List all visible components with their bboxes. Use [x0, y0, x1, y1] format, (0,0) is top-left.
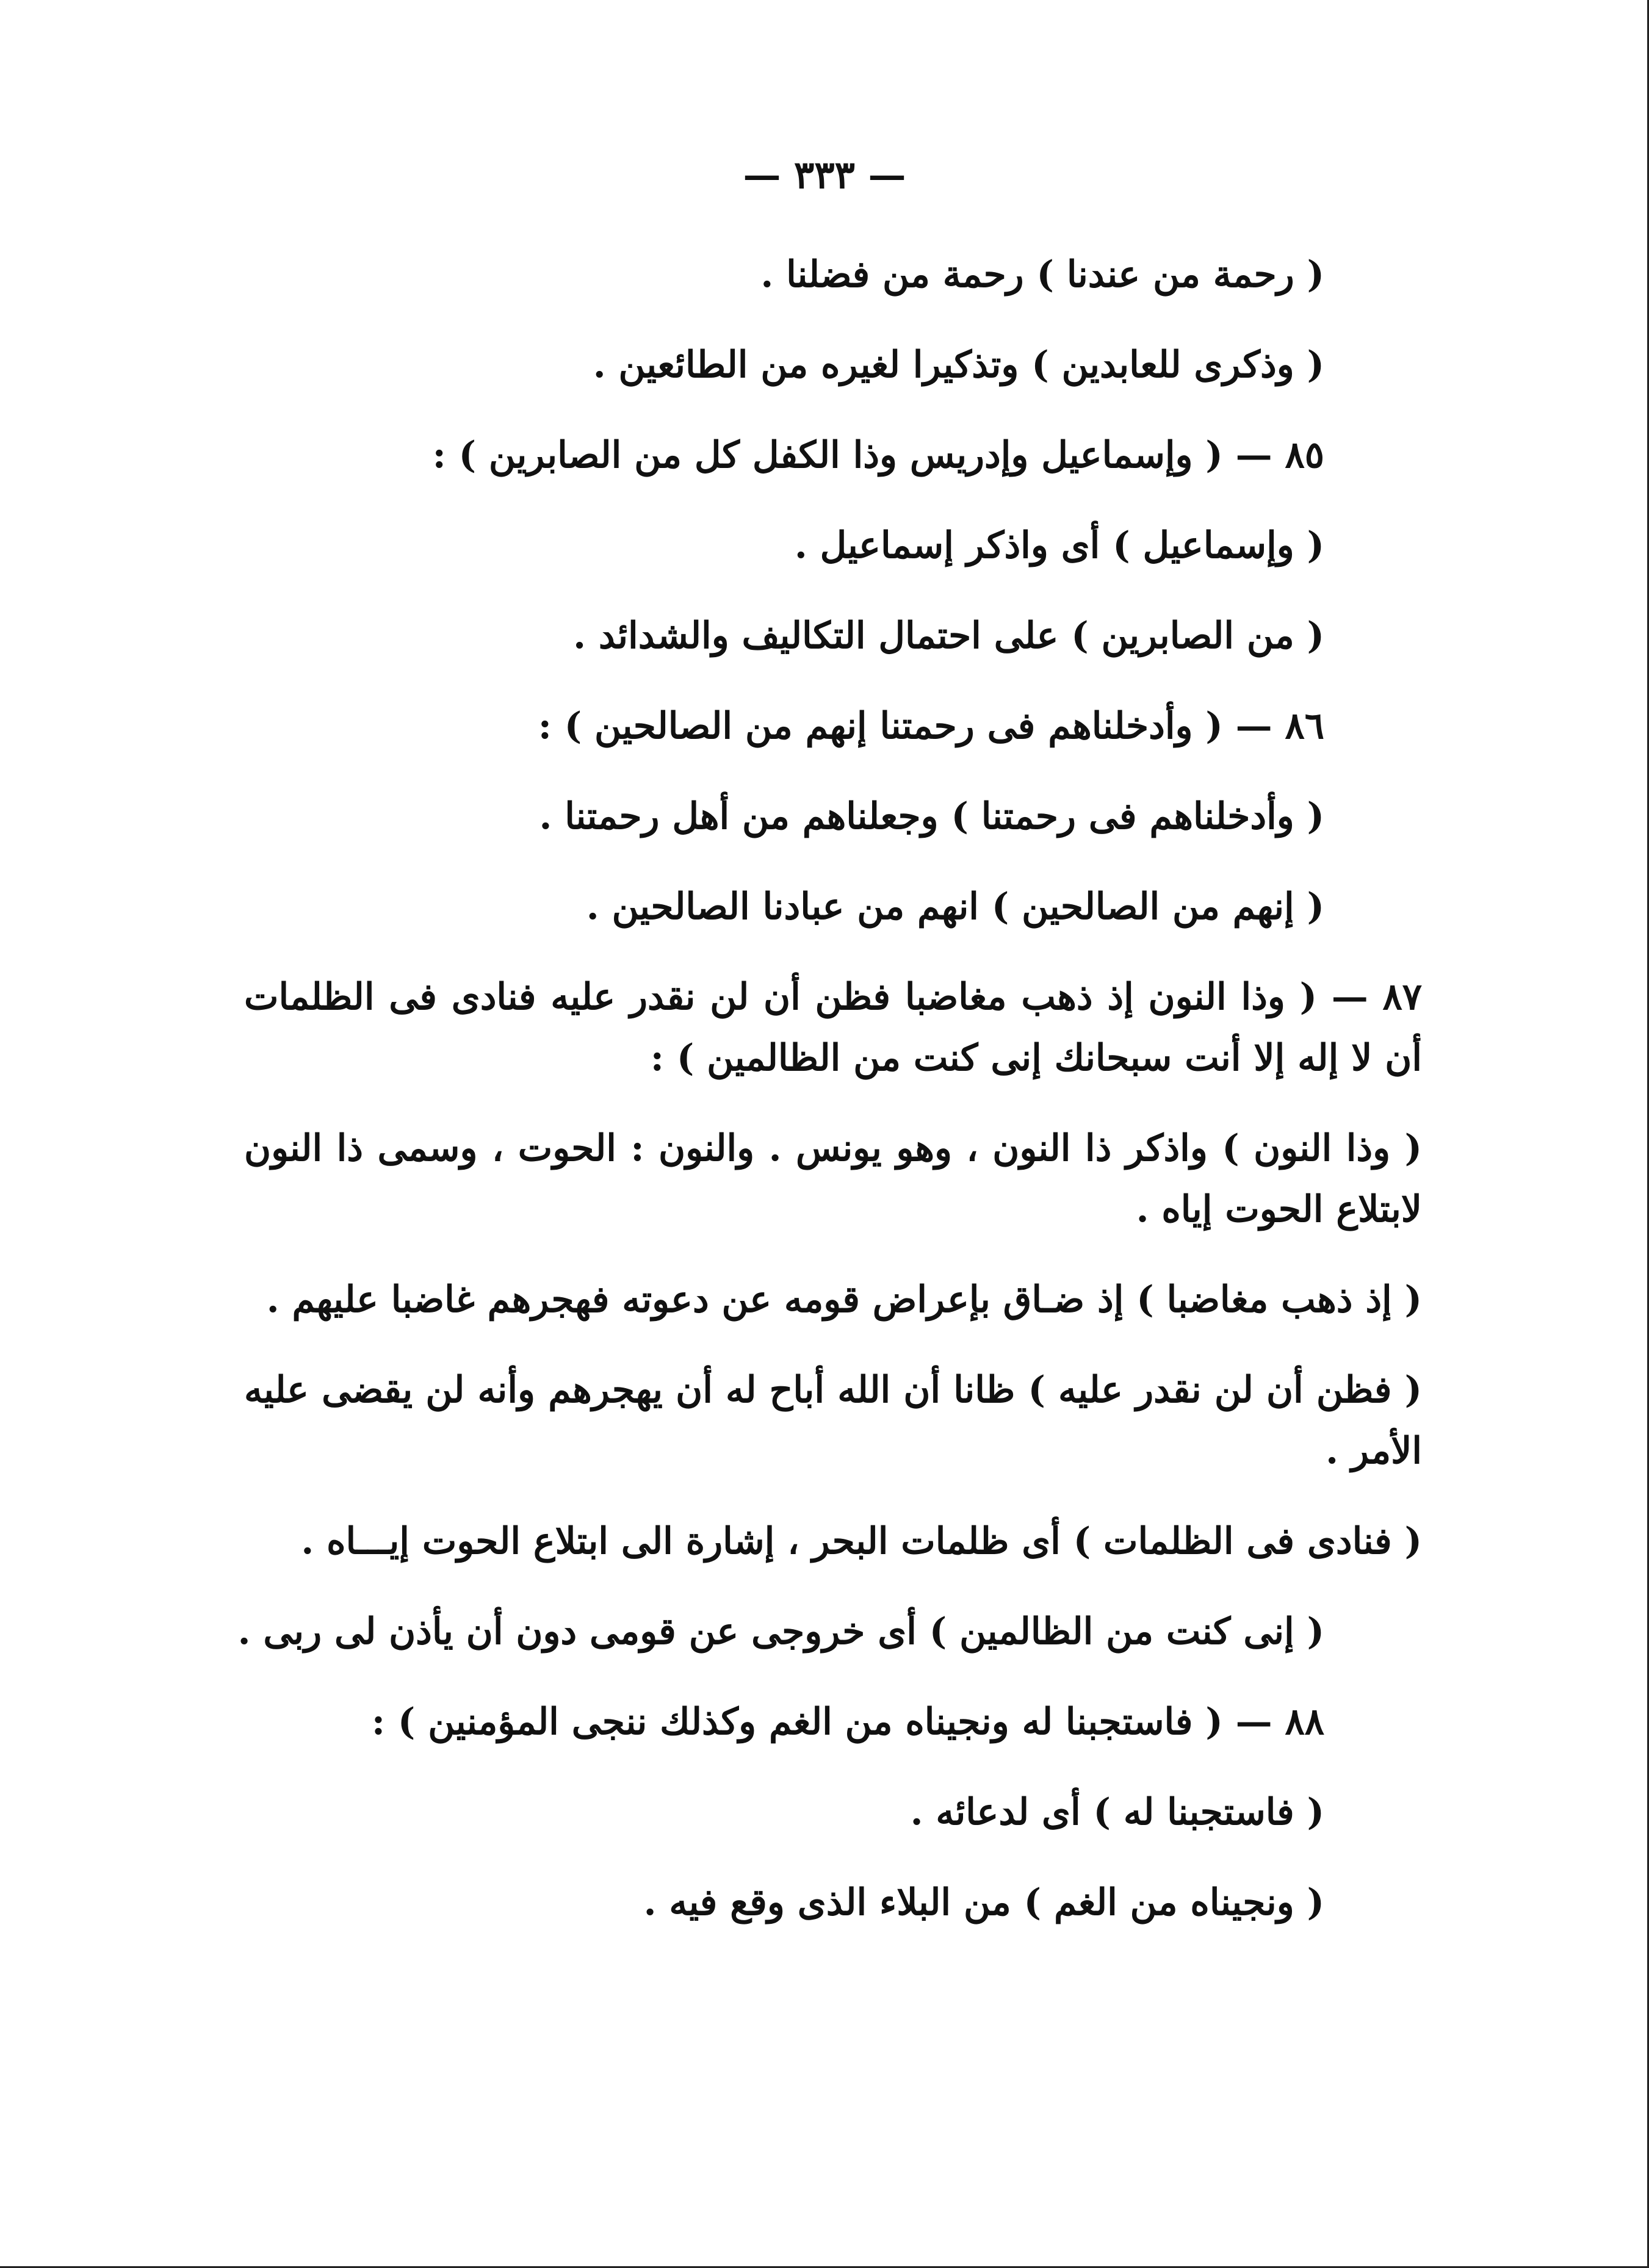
paragraph-text: ٨٧ — ( وذا النون إذ ذهب مغاضبا فظن أن لن نقدر عليه فنادى فى الظلمات أن لا إله إلا أنت سبحانك إنى كنت من الظالمين ) : [244, 976, 1422, 1079]
text-line-2: ( وذكرى للعابدين ) وتذكيرا لغيره من الطائعين . [593, 344, 1324, 386]
text-line-8: ( إنهم من الصالحين ) انهم من عبادنا الصالحين . [586, 885, 1324, 928]
text-line-9: ( إنى كنت من الظالمين ) أى خروجى عن قومى دون أن يأذن لى ربى . [237, 1610, 1324, 1653]
text-line-4: ( وإسماعيل ) أى واذكر إسماعيل . [794, 524, 1324, 567]
page-body [237, 244, 1422, 1962]
paragraph-text: ( وذا النون ) واذكر ذا النون ، وهو يونس . والنون : الحوت ، وسمى ذا النون لابتلاع الحوت إياه . [244, 1127, 1422, 1231]
paragraph-verse-87 [244, 967, 1422, 1089]
paragraph-mughadiban [244, 1269, 1422, 1330]
text-line-12: ( ونجيناه من الغم ) من البلاء الذى وقع فيه . [643, 1881, 1324, 1924]
text-line-10: ٨٨ — ( فاستجبنا له ونجيناه من الغم وكذلك ننجى المؤمنين ) : [371, 1701, 1324, 1743]
text-line-1: ( رحمة من عندنا ) رحمة من فضلنا . [760, 253, 1324, 296]
page-number: — ٣٣٣ — [743, 153, 906, 197]
text-line-7: ( وأدخلناهم فى رحمتنا ) وجعلناهم من أهل رحمتنا . [539, 795, 1324, 838]
paragraph-fanada [244, 1511, 1422, 1572]
text-line-11: ( فاستجبنا له ) أى لدعائه . [910, 1791, 1324, 1834]
paragraph-text: ( فظن أن لن نقدر عليه ) ظانا أن الله أباح له أن يهجرهم وأنه لن يقضى عليه الأمر . [244, 1369, 1422, 1472]
paragraph-fazanna [244, 1359, 1422, 1481]
paragraph-text: ( إذ ذهب مغاضبا ) إذ ضـاق بإعراض قومه عن دعوته فهجرهم غاضبا عليهم . [266, 1278, 1422, 1321]
paragraph-dhun-nun [244, 1118, 1422, 1240]
text-line-3: ٨٥ — ( وإسماعيل وإدريس وذا الكفل كل من الصابرين ) : [432, 434, 1324, 477]
text-line-5: ( من الصابرين ) على احتمال التكاليف والشدائد . [573, 614, 1324, 657]
paragraph-text: ( فنادى فى الظلمات ) أى ظلمات البحر ، إشارة الى ابتلاع الحوت إيـــاه . [301, 1520, 1422, 1563]
text-line-6: ٨٦ — ( وأدخلناهم فى رحمتنا إنهم من الصالحين ) : [538, 705, 1324, 747]
